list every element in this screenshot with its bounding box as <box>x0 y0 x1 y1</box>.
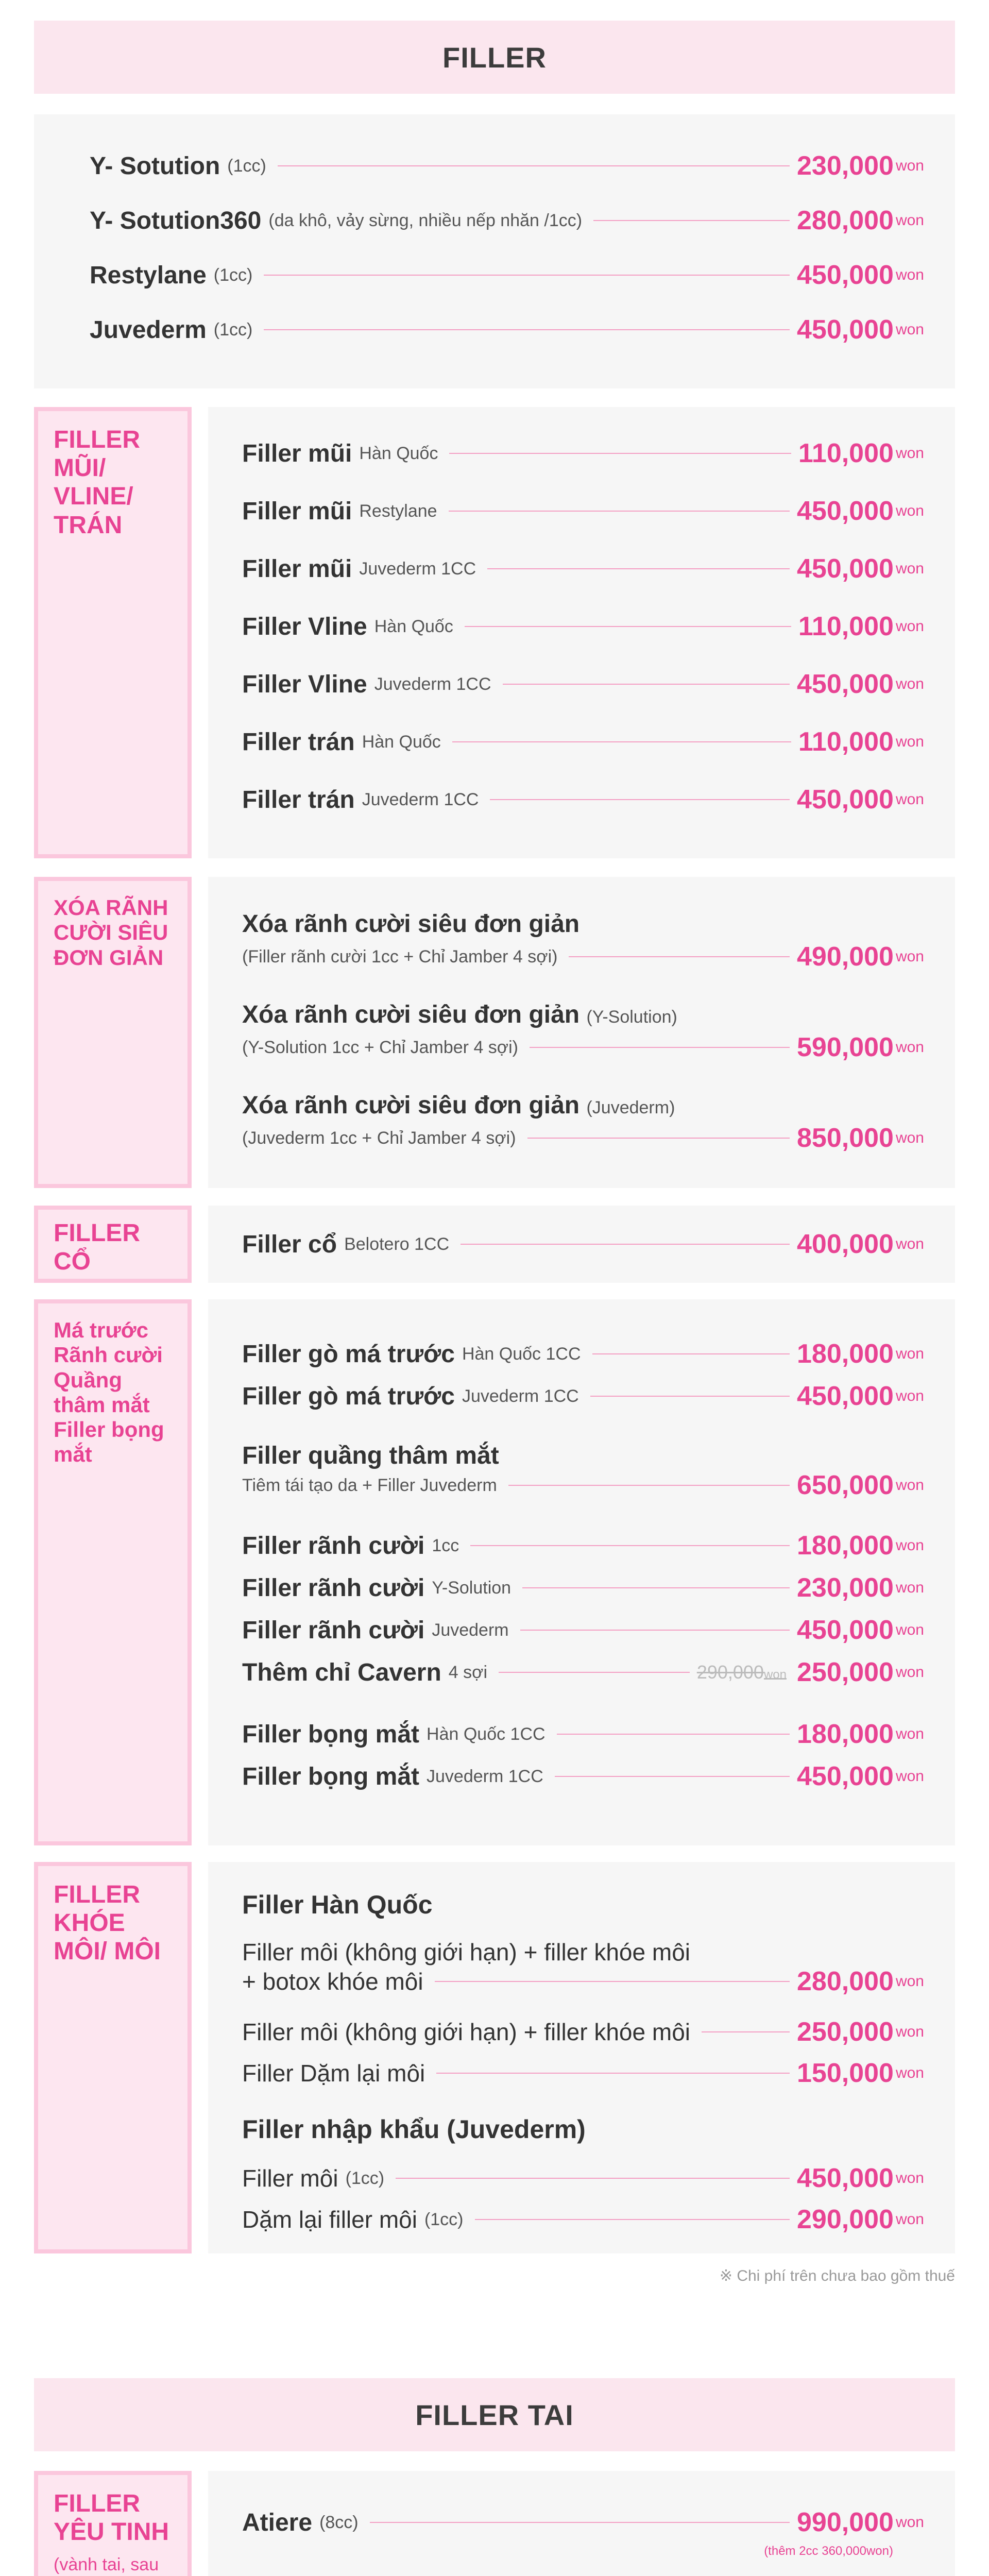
item-price: 450,000 <box>796 496 894 526</box>
old-price <box>697 1662 787 1683</box>
item-price: 450,000 <box>796 315 894 345</box>
price-unit: won <box>895 1537 924 1554</box>
item-price: 180,000 <box>796 1531 894 1561</box>
leader-line <box>490 799 790 800</box>
item-desc: 1cc <box>432 1535 459 1555</box>
subgroup-title: Filler nhập khẩu (Juvederm) <box>242 2115 586 2144</box>
item-sub: (Y-Solution 1cc + Chỉ Jamber 4 sợi) <box>242 1037 518 1057</box>
filler-basic-panel <box>34 114 955 388</box>
price-row <box>242 1338 924 1369</box>
group-panel-co <box>208 1206 955 1283</box>
section-title: FILLER TAI <box>415 2398 574 2431</box>
leader-line <box>592 1353 790 1354</box>
item-title: Xóa rãnh cười siêu đơn giản <box>242 1001 580 1028</box>
price-unit: won <box>895 2514 924 2531</box>
leader-line <box>499 1672 690 1673</box>
item-price: 850,000 <box>796 1123 894 1153</box>
item-name: Dặm lại filler môi <box>242 2206 417 2233</box>
item-desc: (Y-Solution) <box>586 1007 677 1027</box>
price-unit: won <box>895 2064 924 2081</box>
price-unit: won <box>895 1973 924 1990</box>
item-name: Filler môi <box>242 2165 338 2192</box>
item-desc: Juvederm 1CC <box>362 789 479 809</box>
item-price: 450,000 <box>796 260 894 290</box>
leader-line <box>452 741 791 742</box>
item-name <box>242 1091 924 1120</box>
item-sub: Tiêm tái tạo da + Filler Juvederm <box>242 1475 497 1495</box>
item-price: 650,000 <box>796 1470 894 1500</box>
old-price-value: 290,000 <box>696 1662 764 1683</box>
price-unit: won <box>895 1579 924 1596</box>
price-row <box>242 2016 924 2047</box>
price-row <box>242 1530 924 1561</box>
item-price: 450,000 <box>796 1615 894 1645</box>
price-block <box>242 910 924 972</box>
item-price: 110,000 <box>798 727 894 757</box>
item-desc: Y-Solution <box>432 1578 511 1598</box>
tax-footnote: ※ Chi phí trên chưa bao gồm thuế <box>719 2267 955 2284</box>
price-unit: won <box>895 791 924 808</box>
group-panel-ma <box>208 1299 955 1845</box>
price-unit: won <box>895 560 924 577</box>
item-desc: Juvederm 1CC <box>359 558 476 579</box>
item-price: 450,000 <box>796 2163 894 2193</box>
category-title: FILLER MŨI/ VLINE/ TRÁN <box>54 426 140 539</box>
price-unit: won <box>895 1129 924 1146</box>
price-row <box>242 726 924 757</box>
section-header-filler-tai <box>34 2378 955 2451</box>
leader-line <box>702 2031 790 2032</box>
item-desc: Juvederm <box>432 1620 509 1640</box>
price-unit: won <box>895 266 924 283</box>
item-price: 230,000 <box>796 1573 894 1603</box>
price-unit: won <box>895 1477 924 1494</box>
item-name: Y- Sotution <box>90 152 220 180</box>
price-row <box>242 1657 924 1688</box>
item-desc: (1cc) <box>227 156 266 176</box>
item-price: 110,000 <box>798 612 894 641</box>
item-desc: Hàn Quốc <box>359 443 438 463</box>
price-row <box>242 496 924 527</box>
item-name: Filler gò má trước <box>242 1382 455 1410</box>
item-name: Filler quầng thâm mắt <box>242 1442 499 1469</box>
item-name: Filler rãnh cười <box>242 1616 425 1644</box>
item-price: 450,000 <box>796 554 894 584</box>
item-desc: (da khô, vảy sừng, nhiều nếp nhăn /1cc) <box>268 210 583 230</box>
item-price: 450,000 <box>796 785 894 815</box>
leader-line <box>461 1244 790 1245</box>
leader-line <box>527 1138 790 1139</box>
item-name: Filler môi (không giới hạn) + filler khóe môi <box>242 1939 691 1965</box>
group-panel-ranh <box>208 877 955 1188</box>
price-unit: won <box>895 1387 924 1404</box>
item-name: Restylane <box>90 261 207 289</box>
price-unit: won <box>895 157 924 174</box>
item-desc: (8cc) <box>319 2512 359 2532</box>
leader-line <box>449 453 791 454</box>
item-price: 150,000 <box>796 2058 894 2088</box>
price-row <box>242 553 924 584</box>
leader-line <box>278 165 790 166</box>
category-label-yeutinh <box>34 2471 192 2576</box>
item-name: Filler bọng mắt <box>242 1762 420 1790</box>
item-price: 450,000 <box>796 669 894 699</box>
category-title: Má trước Rãnh cười Quầng thâm mắt Filler bọng mắt <box>54 1318 164 1467</box>
item-desc: Juvederm 1CC <box>374 674 491 694</box>
category-label-mui <box>34 407 192 858</box>
group-panel-mui <box>208 407 955 858</box>
category-title: FILLER CỔ <box>54 1219 140 1276</box>
price-unit: won <box>895 1235 924 1252</box>
price-row <box>242 1229 924 1260</box>
item-price: 450,000 <box>796 1761 894 1791</box>
price-row <box>242 1615 924 1646</box>
item-name: Atiere <box>242 2509 313 2536</box>
leader-line <box>465 626 791 627</box>
item-name: Filler Vline <box>242 670 367 698</box>
leader-line <box>593 220 790 221</box>
item-sub: (Juvederm 1cc + Chỉ Jamber 4 sợi) <box>242 1128 516 1148</box>
price-unit: won <box>895 733 924 750</box>
price-unit: won <box>895 618 924 635</box>
price-unit: won <box>895 1725 924 1742</box>
price-unit: won <box>895 321 924 338</box>
leader-line <box>487 568 790 569</box>
price-unit: won <box>895 502 924 519</box>
leader-line <box>520 1630 790 1631</box>
price-row <box>90 150 924 181</box>
item-desc: (1cc) <box>213 319 253 340</box>
price-row <box>242 2204 924 2235</box>
price-unit: won <box>895 2170 924 2187</box>
item-desc: Belotero 1CC <box>344 1234 450 1254</box>
category-title: XÓA RÃNH CƯỜI SIÊU ĐƠN GIẢN <box>54 895 168 970</box>
price-unit: won <box>895 948 924 965</box>
price-unit: won <box>895 1345 924 1362</box>
price-unit: won <box>895 445 924 462</box>
price-unit: won <box>895 1768 924 1785</box>
price-block <box>242 1091 924 1154</box>
leader-line <box>470 1545 790 1546</box>
item-name: Y- Sotution360 <box>90 207 262 234</box>
price-row <box>242 2058 924 2089</box>
item-price: 490,000 <box>796 942 894 972</box>
price-unit: won <box>895 2023 924 2040</box>
price-block <box>242 1001 924 1063</box>
price-row <box>90 260 924 291</box>
leader-line <box>569 956 790 957</box>
item-name: Juvederm <box>90 316 207 344</box>
leader-line <box>475 2219 790 2220</box>
section-header-filler <box>34 21 955 94</box>
price-block <box>242 1938 924 1997</box>
category-label-moi <box>34 1862 192 2253</box>
leader-line <box>436 2073 790 2074</box>
item-price: 110,000 <box>798 438 894 468</box>
item-desc: (Juvederm) <box>586 1098 675 1117</box>
group-panel-yeutinh <box>208 2471 955 2576</box>
price-row <box>90 205 924 236</box>
price-row <box>242 1381 924 1412</box>
item-desc: Juvederm 1CC <box>462 1386 579 1406</box>
item-price: 180,000 <box>796 1339 894 1369</box>
item-price: 290,000 <box>796 2205 894 2234</box>
leader-line <box>264 329 790 330</box>
item-desc: (1cc) <box>424 2209 464 2229</box>
item-name: Filler bọng mắt <box>242 1720 420 1748</box>
subgroup-title: Filler Hàn Quốc <box>242 1890 433 1919</box>
item-desc: Hàn Quốc <box>362 732 441 752</box>
leader-line <box>264 275 790 276</box>
item-desc: Restylane <box>359 501 437 521</box>
price-unit: won <box>895 212 924 229</box>
category-subtitle: (vành tai, sau <box>54 2555 159 2575</box>
category-label-co <box>34 1206 192 1283</box>
price-block <box>242 1442 924 1501</box>
leader-line <box>396 2178 790 2179</box>
item-name <box>242 910 924 938</box>
item-name: Filler trán <box>242 786 355 814</box>
item-price: 400,000 <box>796 1229 894 1259</box>
item-price: 250,000 <box>796 2017 894 2047</box>
leader-line <box>508 1485 790 1486</box>
item-title: Xóa rãnh cười siêu đơn giản <box>242 910 580 938</box>
item-name: Filler gò má trước <box>242 1340 455 1368</box>
item-price: 280,000 <box>796 1967 894 1996</box>
item-price: 180,000 <box>796 1719 894 1749</box>
category-label-ma <box>34 1299 192 1845</box>
item-name: Filler rãnh cười <box>242 1532 425 1560</box>
item-name: Filler trán <box>242 728 355 756</box>
old-price-unit: won <box>763 1668 787 1682</box>
item-desc: (1cc) <box>213 265 253 285</box>
leader-line <box>555 1776 790 1777</box>
item-name: Filler môi (không giới hạn) + filler khóe môi <box>242 2019 691 2045</box>
item-name: Filler Vline <box>242 613 367 640</box>
item-name: Filler mũi <box>242 439 352 467</box>
item-desc: Hàn Quốc 1CC <box>462 1344 581 1364</box>
price-note: (thêm 2cc 360,000won) <box>764 2544 893 2558</box>
item-name: Filler mũi <box>242 497 352 525</box>
price-row <box>242 2507 924 2558</box>
leader-line <box>370 2522 790 2523</box>
item-desc: Hàn Quốc <box>374 616 453 636</box>
leader-line <box>530 1047 790 1048</box>
leader-line <box>522 1587 790 1588</box>
item-name <box>242 1001 924 1029</box>
item-price: 280,000 <box>796 206 894 235</box>
item-name: Filler cổ <box>242 1230 337 1258</box>
category-title: FILLER YÊU TINH <box>54 2490 169 2546</box>
price-row <box>242 2163 924 2194</box>
price-row <box>242 438 924 469</box>
price-row <box>242 1572 924 1603</box>
price-row <box>242 669 924 700</box>
price-row <box>242 611 924 642</box>
item-price: 450,000 <box>796 1381 894 1411</box>
leader-line <box>557 1734 790 1735</box>
price-unit: won <box>895 1621 924 1638</box>
leader-line <box>435 1981 790 1982</box>
item-price: 250,000 <box>796 1657 894 1687</box>
price-row <box>242 1719 924 1750</box>
price-unit: won <box>895 675 924 692</box>
price-row <box>242 1761 924 1792</box>
leader-line <box>590 1396 790 1397</box>
item-desc: (1cc) <box>345 2168 385 2188</box>
item-desc: 4 sợi <box>448 1662 488 1682</box>
item-price: 230,000 <box>796 151 894 181</box>
item-name: Filler rãnh cười <box>242 1574 425 1602</box>
price-row <box>242 784 924 815</box>
price-unit: won <box>895 2211 924 2228</box>
item-price: 590,000 <box>796 1032 894 1062</box>
section-title: FILLER <box>442 41 547 74</box>
item-desc: Juvederm 1CC <box>427 1766 543 1786</box>
item-sub: (Filler rãnh cười 1cc + Chỉ Jamber 4 sợi) <box>242 946 558 967</box>
item-sub: + botox khóe môi <box>242 1968 423 1995</box>
item-name: Filler mũi <box>242 555 352 583</box>
item-name: Filler Dặm lại môi <box>242 2060 425 2087</box>
leader-line <box>449 511 790 512</box>
item-price: 990,000 <box>796 2507 894 2537</box>
category-label-ranh <box>34 877 192 1188</box>
price-row <box>90 314 924 345</box>
price-unit: won <box>895 1664 924 1681</box>
category-title: FILLER KHÓE MÔI/ MÔI <box>54 1881 161 1965</box>
leader-line <box>503 684 790 685</box>
group-panel-moi <box>208 1862 955 2253</box>
price-unit: won <box>895 1039 924 1056</box>
item-desc: Hàn Quốc 1CC <box>427 1724 545 1744</box>
item-title: Xóa rãnh cười siêu đơn giản <box>242 1092 580 1119</box>
item-name: Thêm chỉ Cavern <box>242 1658 441 1686</box>
